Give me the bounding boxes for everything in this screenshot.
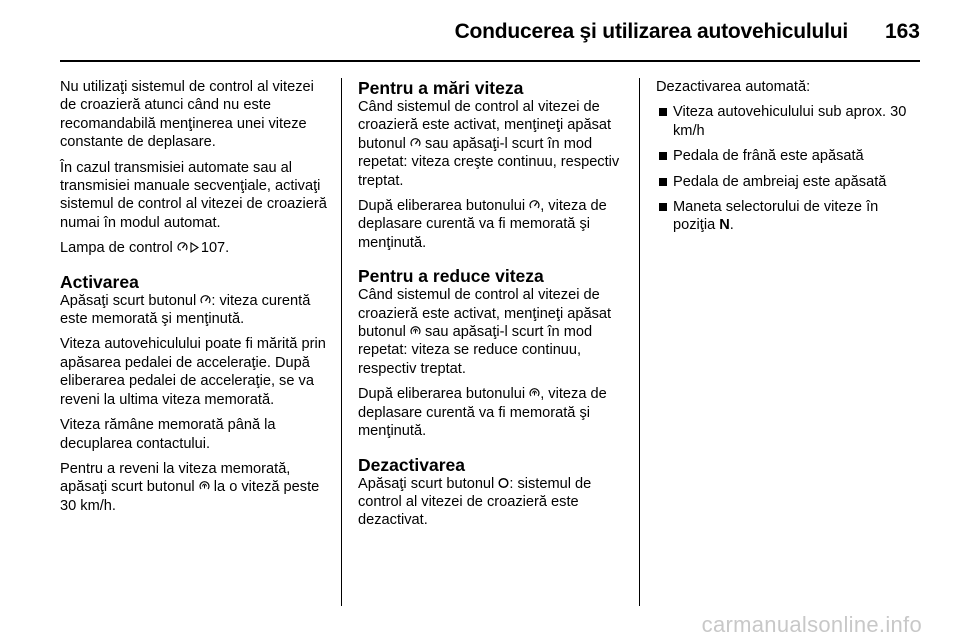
paragraph-memory: Viteza rămâne memorată până la decuplarea contactului. — [60, 417, 276, 452]
paragraph-dezactivare-automata: Dezactivarea automată: — [656, 79, 811, 95]
column-3 — [656, 78, 918, 242]
bullet-list — [656, 103, 918, 234]
bullet-square-icon — [659, 203, 667, 211]
cruise-set-icon — [410, 137, 421, 149]
paragraph-accelerate: Viteza autovehiculului poate fi mărită prin apăsarea pedalei de acceleraţie. După eliberarea pedalei de acceleraţie, se va reveni la ultima viteza memorată. — [60, 336, 326, 408]
bullet-square-icon — [659, 152, 667, 160]
paragraph-marire-release: După eliberarea butonului , viteza de deplasare curentă va fi memorată şi menţinută. — [358, 198, 607, 251]
cruise-resume-icon — [529, 387, 540, 399]
heading-activare: Activarea — [60, 271, 139, 292]
page-header — [0, 0, 960, 62]
list-item: Pedala de frână este apăsată — [656, 147, 918, 165]
header-rule — [60, 60, 920, 62]
bullet-square-icon — [659, 108, 667, 116]
paragraph-transmission: În cazul transmisiei automate sau al transmisiei manuale secvenţiale, activaţi sistemul de control al vitezei de croazieră numai în modul automat. — [60, 159, 327, 231]
paragraph-activare: Apăsaţi scurt butonul : viteza curentă este memorată şi menţinută. — [60, 292, 311, 328]
bullet-square-icon — [659, 178, 667, 186]
paragraph-dezactivare: Apăsaţi scurt butonul : sistemul de control al vitezei de croazieră este dezactivat. — [358, 475, 592, 529]
cruise-set-icon — [177, 241, 188, 253]
list-item: Viteza autovehiculului sub aprox. 30 km/h — [656, 103, 918, 140]
heading-reducere-viteza: Pentru a reduce viteza — [358, 266, 544, 287]
column-divider-1 — [341, 78, 342, 606]
column-2 — [358, 78, 632, 537]
heading-marire-viteza: Pentru a mări viteza — [358, 78, 524, 98]
paragraph-resume: Pentru a reveni la viteza memorată, apăsaţi scurt butonul la o viteză peste 30 km/h. — [60, 460, 320, 514]
paragraph-reducere: Când sistemul de control al vitezei de croazieră este activat, menţineţi apăsat butonul sau apăsaţi-l scurt în mod repetat: viteza se reduce continuu, respectiv treptat. — [358, 287, 612, 377]
paragraph-reducere-release: După eliberarea butonului , viteza de deplasare curentă va fi memorată şi menţinută. — [358, 386, 607, 440]
paragraph-control-lamp: Lampa de control 107. — [60, 240, 230, 257]
page-ref-arrow-icon — [190, 240, 199, 251]
heading-dezactivare: Dezactivarea — [358, 454, 466, 475]
column-1 — [60, 78, 334, 522]
cruise-set-icon — [529, 199, 540, 211]
paragraph-usage-warning: Nu utilizaţi sistemul de control al vitezei de croazieră atunci când nu este recomandabilă menţinerea unei viteze constante de deplasare. — [60, 79, 314, 151]
list-item: Pedala de ambreiaj este apăsată — [656, 173, 918, 191]
paragraph-marire: Când sistemul de control al vitezei de croazieră este activat, menţineţi apăsat butonul sau apăsaţi-l scurt în mod repetat: viteza creşte continuu, respectiv treptat. — [358, 99, 620, 189]
cruise-resume-icon — [410, 325, 421, 337]
header-title: Conducerea şi utilizarea autovehiculului — [454, 20, 848, 43]
watermark: carmanualsonline.info — [701, 612, 922, 637]
column-divider-2 — [639, 78, 640, 606]
cruise-set-icon — [200, 294, 211, 306]
cruise-off-icon — [498, 477, 509, 489]
page-number: 163 — [884, 20, 920, 43]
list-item: Maneta selectorului de viteze în poziţia N. — [656, 198, 918, 235]
cruise-resume-icon — [199, 480, 210, 492]
